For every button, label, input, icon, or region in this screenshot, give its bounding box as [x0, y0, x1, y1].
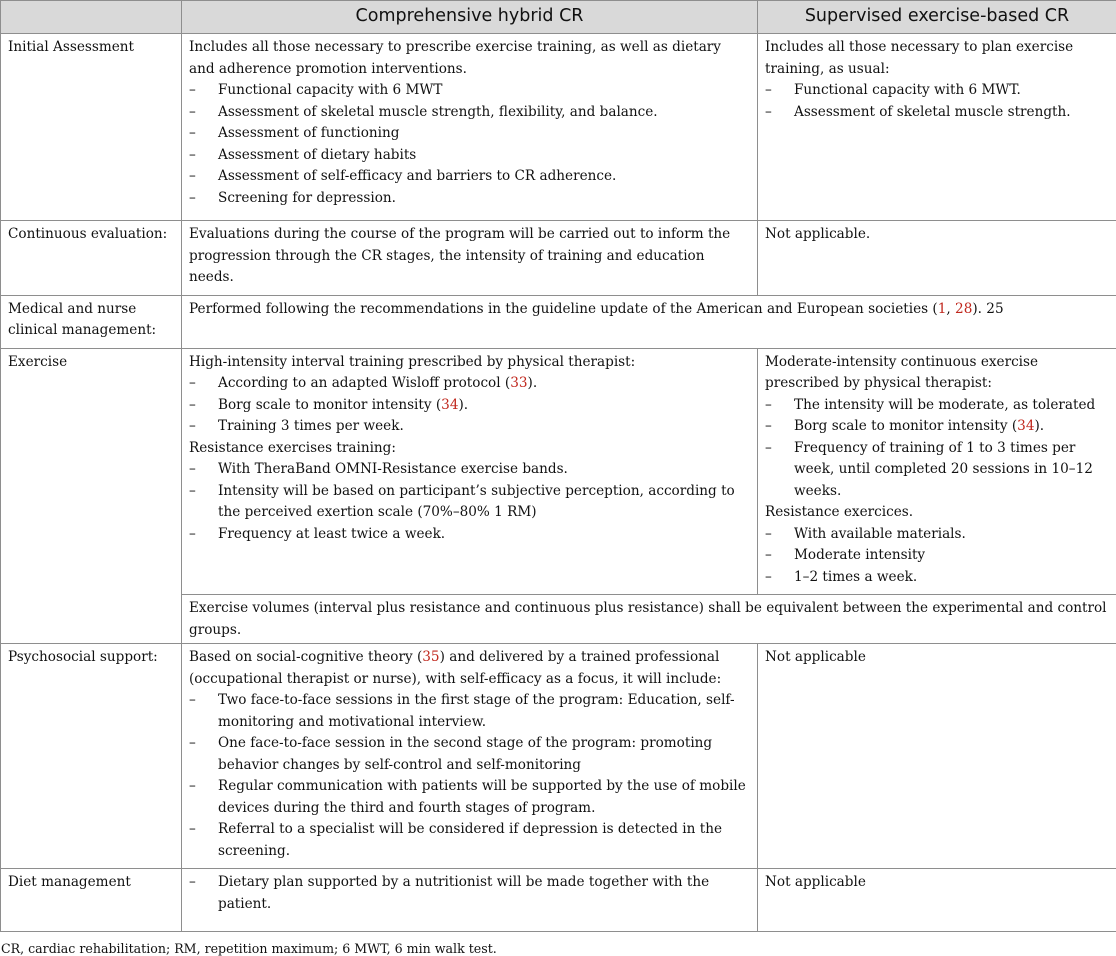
- list-item-text-end: ).: [528, 375, 538, 391]
- row-continuous-evaluation: [1, 221, 1116, 296]
- medical-text: Performed following the recommendations in the guideline update of the American and European societies (: [189, 301, 938, 317]
- row-label-exercise: Exercise: [1, 348, 182, 644]
- header-hybrid: Comprehensive hybrid CR: [182, 1, 758, 34]
- cell-exercise-supervised: [758, 348, 1116, 595]
- sup-resistance-intro: Resistance exercices.: [765, 502, 1109, 524]
- list-item: – One face-to-face session in the second stage of the program: promoting behavior changes by self-control and self-monitoring: [189, 733, 750, 776]
- hiit-intro: High-intensity interval training prescribed by physical therapist:: [189, 352, 750, 374]
- list-item: – Frequency at least twice a week.: [189, 524, 750, 546]
- sup-resistance-list: [765, 524, 1109, 589]
- list-item: – Assessment of dietary habits: [189, 145, 750, 167]
- list-item: – Assessment of functioning: [189, 123, 750, 145]
- row-label-initial-assessment: Initial Assessment: [1, 34, 182, 221]
- cell-psychosocial-hybrid: [182, 644, 758, 869]
- reference-link[interactable]: 33: [510, 375, 527, 391]
- list-item: – Assessment of skeletal muscle strength.: [765, 102, 1109, 124]
- diet-list: [189, 872, 750, 915]
- cell-continuous-evaluation-supervised: Not applicable.: [758, 221, 1116, 296]
- cell-exercise-hybrid: [182, 348, 758, 595]
- initial-supervised-intro: Includes all those necessary to plan exercise training, as usual:: [765, 37, 1109, 80]
- list-item: – Intensity will be based on participant’s subjective perception, according to the perceived exertion scale (70%–80% 1 RM): [189, 481, 750, 524]
- list-item: [189, 373, 750, 395]
- list-item-text: According to an adapted Wisloff protocol (: [218, 375, 510, 391]
- psychosocial-list: [189, 690, 750, 862]
- row-psychosocial: [1, 644, 1116, 869]
- list-item: – Assessment of skeletal muscle strength, flexibility, and balance.: [189, 102, 750, 124]
- cell-continuous-evaluation-hybrid: Evaluations during the course of the program will be carried out to inform the progression through the CR stages, the intensity of training and education needs.: [182, 221, 758, 296]
- moderate-intro: Moderate-intensity continuous exercise prescribed by physical therapist:: [765, 352, 1109, 395]
- list-item-text-end: ).: [458, 397, 468, 413]
- reference-link[interactable]: 28: [955, 301, 972, 317]
- list-item: – Functional capacity with 6 MWT.: [765, 80, 1109, 102]
- list-item-text: Borg scale to monitor intensity (: [794, 418, 1017, 434]
- list-item: – Two face-to-face sessions in the first stage of the program: Education, self-monitoring and motivational interview.: [189, 690, 750, 733]
- list-item: [189, 395, 750, 417]
- cell-initial-assessment-hybrid: [182, 34, 758, 221]
- cell-exercise-volumes: Exercise volumes (interval plus resistance and continuous plus resistance) shall be equivalent between the experimental and control groups.: [182, 595, 1116, 644]
- list-item: – The intensity will be moderate, as tolerated: [765, 395, 1109, 417]
- reference-link[interactable]: 34: [1017, 418, 1034, 434]
- psychosocial-intro-text-end: ) and delivered by a trained professional (occupational therapist or nurse), with self-efficacy as a focus, it will include:: [189, 649, 721, 687]
- initial-supervised-list: [765, 80, 1109, 123]
- list-item: – With available materials.: [765, 524, 1109, 546]
- list-item: – With TheraBand OMNI-Resistance exercise bands.: [189, 459, 750, 481]
- row-diet-management: [1, 869, 1116, 932]
- hiit-list: [189, 373, 750, 438]
- list-item: – Training 3 times per week.: [189, 416, 750, 438]
- moderate-list: [765, 395, 1109, 503]
- list-item: – Screening for depression.: [189, 188, 750, 210]
- reference-link[interactable]: 1: [938, 301, 947, 317]
- resistance-list: [189, 459, 750, 545]
- list-item-text: Borg scale to monitor intensity (: [218, 397, 441, 413]
- row-medical-management: [1, 295, 1116, 348]
- list-item: – 1–2 times a week.: [765, 567, 1109, 589]
- row-label-continuous-evaluation: Continuous evaluation:: [1, 221, 182, 296]
- header-empty: [1, 1, 182, 34]
- list-item: – Dietary plan supported by a nutritionist will be made together with the patient.: [189, 872, 750, 915]
- list-item: – Frequency of training of 1 to 3 times per week, until completed 20 sessions in 10–12 weeks.: [765, 438, 1109, 503]
- row-label-psychosocial: Psychosocial support:: [1, 644, 182, 869]
- list-item: – Assessment of self-efficacy and barriers to CR adherence.: [189, 166, 750, 188]
- reference-separator: ,: [946, 301, 955, 317]
- row-initial-assessment: [1, 34, 1116, 221]
- initial-hybrid-list: [189, 80, 750, 209]
- cell-diet-supervised: Not applicable: [758, 869, 1116, 932]
- list-item: – Regular communication with patients will be supported by the use of mobile devices during the third and fourth stages of program.: [189, 776, 750, 819]
- list-item-text-end: ).: [1034, 418, 1044, 434]
- resistance-intro: Resistance exercises training:: [189, 438, 750, 460]
- cell-medical-management: [182, 295, 1116, 348]
- cell-diet-hybrid: [182, 869, 758, 932]
- list-item: – Functional capacity with 6 MWT: [189, 80, 750, 102]
- header-row: [1, 1, 1116, 34]
- header-supervised: Supervised exercise-based CR: [758, 1, 1116, 34]
- reference-link[interactable]: 35: [422, 649, 439, 665]
- row-exercise: [1, 348, 1116, 595]
- list-item: – Referral to a specialist will be considered if depression is detected in the screening.: [189, 819, 750, 862]
- psychosocial-intro: [189, 647, 750, 690]
- table-footnote: CR, cardiac rehabilitation; RM, repetition maximum; 6 MWT, 6 min walk test.: [1, 941, 1116, 956]
- cell-psychosocial-supervised: Not applicable: [758, 644, 1116, 869]
- cell-initial-assessment-supervised: [758, 34, 1116, 221]
- list-item: – Moderate intensity: [765, 545, 1109, 567]
- psychosocial-intro-text: Based on social-cognitive theory (: [189, 649, 422, 665]
- initial-hybrid-intro: Includes all those necessary to prescribe exercise training, as well as dietary and adherence promotion interventions.: [189, 37, 750, 80]
- list-item: [765, 416, 1109, 438]
- medical-text-end: ). 25: [972, 301, 1003, 317]
- row-label-diet-management: Diet management: [1, 869, 182, 932]
- row-label-medical-management: Medical and nurse clinical management:: [1, 295, 182, 348]
- reference-link[interactable]: 34: [441, 397, 458, 413]
